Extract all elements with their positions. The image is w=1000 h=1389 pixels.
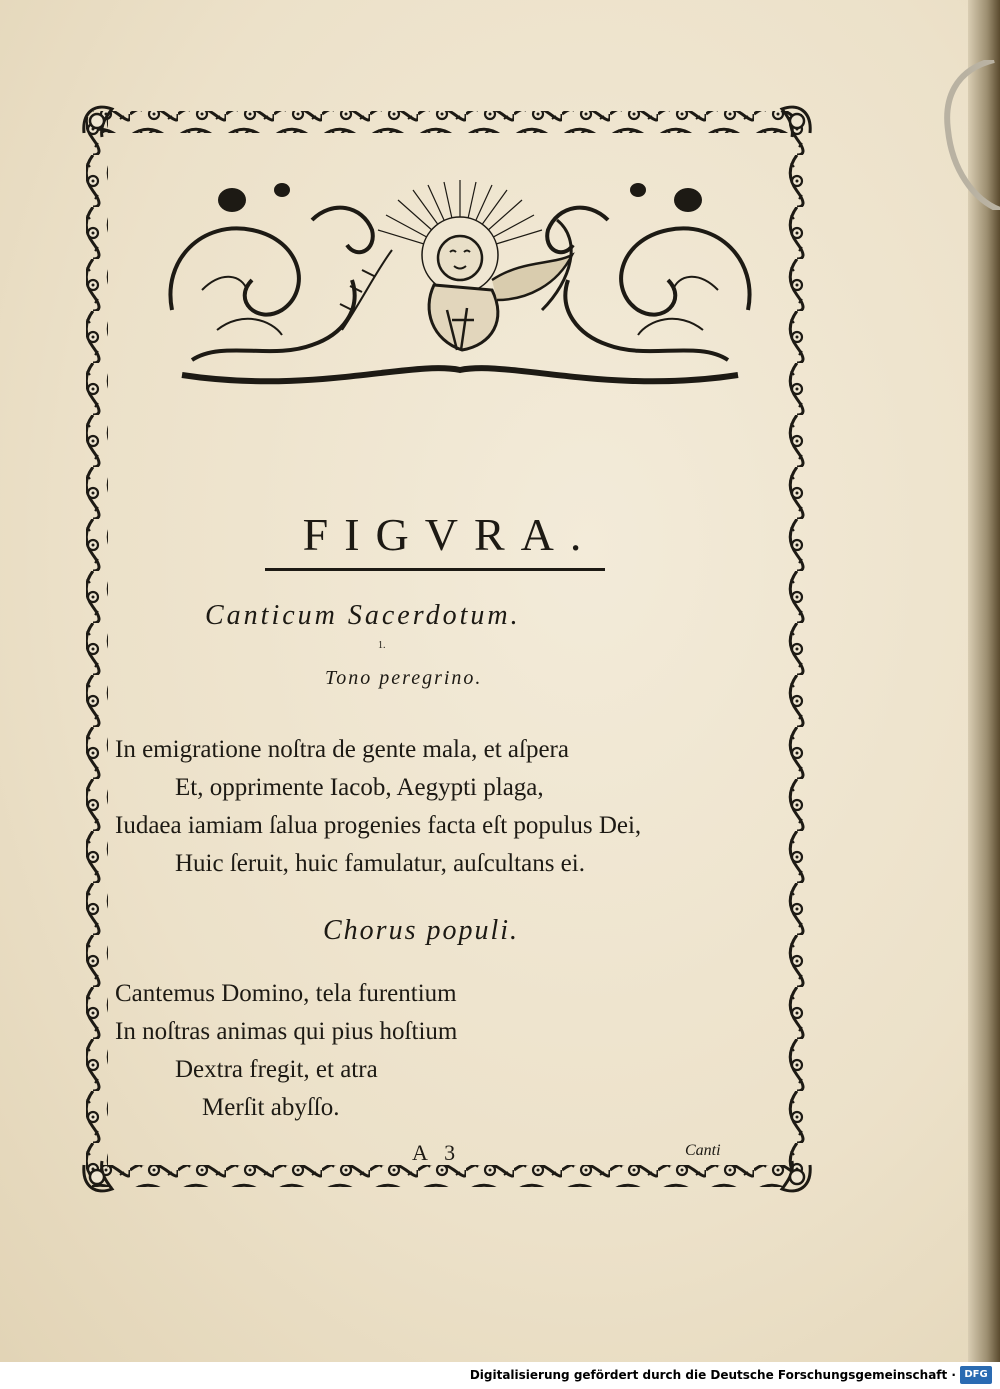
- page-clip-icon: [934, 60, 1000, 210]
- verse-line: Cantemus Domino, tela furentium: [115, 980, 457, 1007]
- verse-line: In emigratione noſtra de gente mala, et aſpera: [115, 736, 569, 763]
- verse-line: Iudaea iamiam ſalua progenies facta eſt populus Dei,: [115, 812, 642, 839]
- verse-line: Huic ſeruit, huic famulatur, auſcultans ei.: [175, 850, 585, 877]
- cherub-vignette-icon: [162, 160, 758, 390]
- catchword: Canti: [685, 1142, 721, 1159]
- verse-line: Et, opprimente Iacob, Aegypti plaga,: [175, 774, 544, 801]
- small-mark: 1.: [378, 640, 386, 651]
- digitization-footer: [0, 1362, 1000, 1389]
- footer-credit: Digitalisierung gefördert durch die Deutsche Forschungsgemeinschaft ·: [469, 1368, 956, 1382]
- chorus-heading: Chorus populi.: [323, 915, 520, 946]
- title-rule: [265, 568, 605, 571]
- verse-line: Merſit abyſſo.: [202, 1094, 340, 1121]
- canticle-title: Canticum Sacerdotum.: [205, 600, 521, 631]
- signature-mark: A 3: [412, 1140, 462, 1165]
- verse-line: Dextra fregit, et atra: [175, 1056, 378, 1083]
- tone-label: Tono peregrino.: [325, 667, 483, 689]
- verse-line: In noſtras animas qui pius hoſtium: [115, 1018, 458, 1045]
- dfg-logo-icon[interactable]: DFG: [960, 1366, 992, 1384]
- page-title: FIGVRA.: [302, 509, 598, 560]
